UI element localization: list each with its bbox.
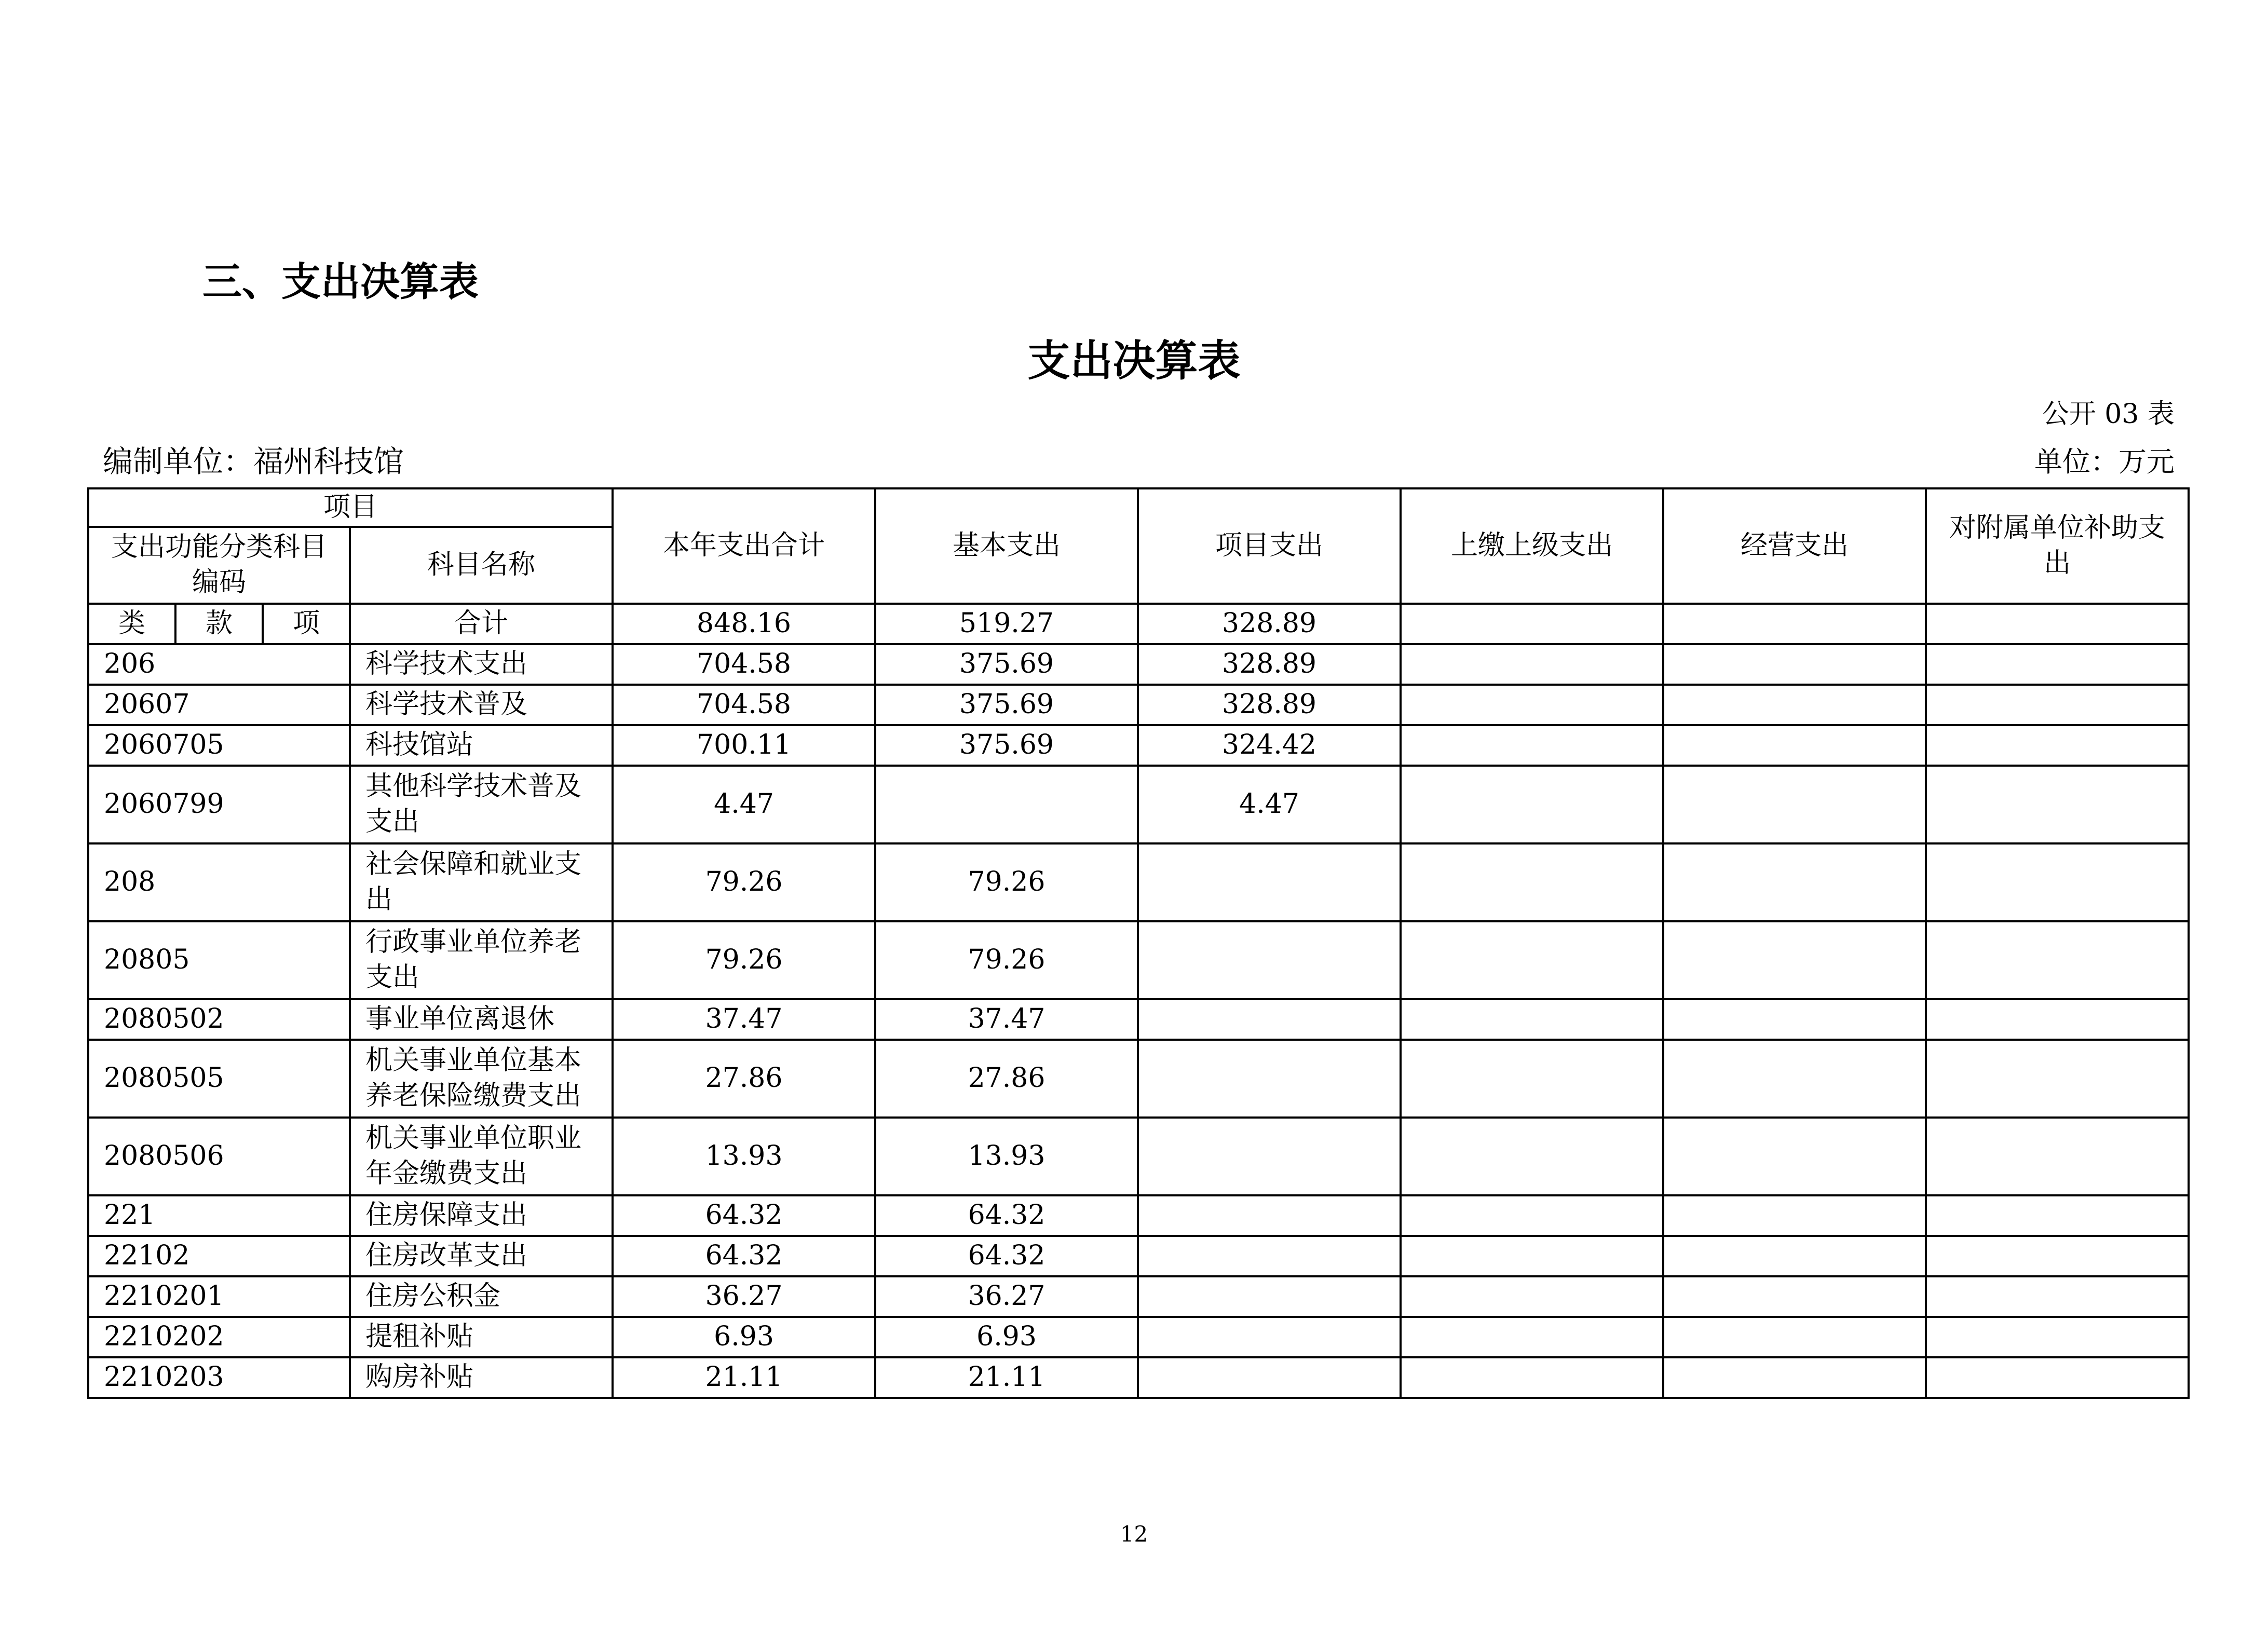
- summary-upper: [1401, 604, 1663, 644]
- row-subsidiary: [1926, 685, 2189, 725]
- page-number: 12: [1120, 1521, 1148, 1547]
- row-subsidiary: [1926, 1118, 2189, 1195]
- row-code: 2080502: [88, 999, 350, 1040]
- expenditure-table: [87, 487, 2190, 1399]
- row-upper: [1401, 644, 1663, 685]
- row-total: 37.47: [613, 999, 875, 1040]
- row-business: [1663, 685, 1926, 725]
- row-basic: 79.26: [875, 843, 1138, 921]
- row-business: [1663, 1195, 1926, 1236]
- row-total: 700.11: [613, 725, 875, 766]
- row-basic: 37.47: [875, 999, 1138, 1040]
- table-row: [88, 1236, 2189, 1276]
- row-subsidiary: [1926, 999, 2189, 1040]
- row-code: 2080505: [88, 1040, 350, 1118]
- header-basic: 基本支出: [875, 488, 1138, 604]
- row-total: 79.26: [613, 921, 875, 999]
- summary-row: [88, 604, 2189, 644]
- summary-project: 328.89: [1138, 604, 1401, 644]
- table-row: [88, 644, 2189, 685]
- row-total: 13.93: [613, 1118, 875, 1195]
- header-upper: 上缴上级支出: [1401, 488, 1663, 604]
- row-name: 社会保障和就业支出: [350, 843, 613, 921]
- row-total: 21.11: [613, 1357, 875, 1398]
- row-name: 科学技术普及: [350, 685, 613, 725]
- section-heading: 三、支出决算表: [202, 258, 479, 305]
- row-total: 4.47: [613, 766, 875, 843]
- row-name: 机关事业单位职业年金缴费支出: [350, 1118, 613, 1195]
- row-project: [1138, 1195, 1401, 1236]
- row-project: [1138, 999, 1401, 1040]
- row-code: 2210202: [88, 1317, 350, 1357]
- table-title: 支出决算表: [1027, 336, 1241, 386]
- row-subsidiary: [1926, 1357, 2189, 1398]
- row-upper: [1401, 685, 1663, 725]
- table-row: [88, 1040, 2189, 1118]
- table-row: [88, 1195, 2189, 1236]
- row-business: [1663, 921, 1926, 999]
- row-business: [1663, 1236, 1926, 1276]
- header-lei: 类: [88, 604, 175, 644]
- row-business: [1663, 999, 1926, 1040]
- row-code: 2210203: [88, 1357, 350, 1398]
- row-upper: [1401, 1317, 1663, 1357]
- header-subject-name: 科目名称: [350, 527, 613, 604]
- row-business: [1663, 1118, 1926, 1195]
- row-basic: 375.69: [875, 685, 1138, 725]
- row-total: 6.93: [613, 1317, 875, 1357]
- row-business: [1663, 1357, 1926, 1398]
- row-name: 住房改革支出: [350, 1236, 613, 1276]
- row-business: [1663, 843, 1926, 921]
- row-project: 328.89: [1138, 644, 1401, 685]
- row-name: 科学技术支出: [350, 644, 613, 685]
- row-upper: [1401, 1118, 1663, 1195]
- row-name: 住房公积金: [350, 1276, 613, 1317]
- row-upper: [1401, 921, 1663, 999]
- row-code: 206: [88, 644, 350, 685]
- row-upper: [1401, 725, 1663, 766]
- table-row: [88, 999, 2189, 1040]
- row-project: 4.47: [1138, 766, 1401, 843]
- row-name: 购房补贴: [350, 1357, 613, 1398]
- row-code: 20607: [88, 685, 350, 725]
- row-business: [1663, 766, 1926, 843]
- table-row: [88, 685, 2189, 725]
- row-basic: 36.27: [875, 1276, 1138, 1317]
- row-subsidiary: [1926, 644, 2189, 685]
- row-basic: 64.32: [875, 1195, 1138, 1236]
- row-upper: [1401, 766, 1663, 843]
- row-project: [1138, 1236, 1401, 1276]
- row-name: 提租补贴: [350, 1317, 613, 1357]
- header-row-1: [88, 488, 2189, 527]
- row-total: 79.26: [613, 843, 875, 921]
- row-name: 科技馆站: [350, 725, 613, 766]
- row-upper: [1401, 999, 1663, 1040]
- table-row: [88, 843, 2189, 921]
- row-subsidiary: [1926, 1040, 2189, 1118]
- row-name: 行政事业单位养老支出: [350, 921, 613, 999]
- header-business: 经营支出: [1663, 488, 1926, 604]
- row-upper: [1401, 1195, 1663, 1236]
- row-total: 27.86: [613, 1040, 875, 1118]
- row-basic: 27.86: [875, 1040, 1138, 1118]
- row-code: 2080506: [88, 1118, 350, 1195]
- table-row: [88, 725, 2189, 766]
- row-basic: 79.26: [875, 921, 1138, 999]
- summary-label: 合计: [350, 604, 613, 644]
- row-total: 704.58: [613, 644, 875, 685]
- row-code: 2210201: [88, 1276, 350, 1317]
- header-xiang: 项: [263, 604, 350, 644]
- header-project: 项目: [88, 488, 613, 527]
- header-project-expenditure: 项目支出: [1138, 488, 1401, 604]
- summary-business: [1663, 604, 1926, 644]
- row-code: 208: [88, 843, 350, 921]
- row-code: 2060799: [88, 766, 350, 843]
- row-business: [1663, 1317, 1926, 1357]
- row-project: 328.89: [1138, 685, 1401, 725]
- table-row: [88, 1276, 2189, 1317]
- row-subsidiary: [1926, 725, 2189, 766]
- row-total: 36.27: [613, 1276, 875, 1317]
- row-project: [1138, 1317, 1401, 1357]
- table-row: [88, 766, 2189, 843]
- row-name: 机关事业单位基本养老保险缴费支出: [350, 1040, 613, 1118]
- summary-subsidiary: [1926, 604, 2189, 644]
- row-subsidiary: [1926, 1317, 2189, 1357]
- row-basic: 6.93: [875, 1317, 1138, 1357]
- row-business: [1663, 1276, 1926, 1317]
- header-kuan: 款: [175, 604, 263, 644]
- row-project: [1138, 921, 1401, 999]
- row-project: [1138, 843, 1401, 921]
- header-code-group: 支出功能分类科目编码: [88, 527, 350, 604]
- row-subsidiary: [1926, 843, 2189, 921]
- row-basic: 13.93: [875, 1118, 1138, 1195]
- row-subsidiary: [1926, 1236, 2189, 1276]
- row-upper: [1401, 1040, 1663, 1118]
- row-project: [1138, 1118, 1401, 1195]
- row-subsidiary: [1926, 1195, 2189, 1236]
- unit-label: 单位：万元: [2034, 445, 2175, 478]
- row-business: [1663, 725, 1926, 766]
- row-subsidiary: [1926, 1276, 2189, 1317]
- row-project: [1138, 1040, 1401, 1118]
- row-name: 住房保障支出: [350, 1195, 613, 1236]
- row-name: 事业单位离退休: [350, 999, 613, 1040]
- row-subsidiary: [1926, 921, 2189, 999]
- row-basic: [875, 766, 1138, 843]
- row-project: 324.42: [1138, 725, 1401, 766]
- table-row: [88, 1118, 2189, 1195]
- row-name: 其他科学技术普及支出: [350, 766, 613, 843]
- row-basic: 375.69: [875, 725, 1138, 766]
- form-number: 公开 03 表: [2042, 399, 2175, 430]
- summary-basic: 519.27: [875, 604, 1138, 644]
- row-basic: 375.69: [875, 644, 1138, 685]
- row-subsidiary: [1926, 766, 2189, 843]
- row-business: [1663, 644, 1926, 685]
- row-code: 221: [88, 1195, 350, 1236]
- row-basic: 64.32: [875, 1236, 1138, 1276]
- row-project: [1138, 1276, 1401, 1317]
- row-project: [1138, 1357, 1401, 1398]
- table-row: [88, 1317, 2189, 1357]
- row-code: 2060705: [88, 725, 350, 766]
- row-upper: [1401, 1276, 1663, 1317]
- row-upper: [1401, 843, 1663, 921]
- row-basic: 21.11: [875, 1357, 1138, 1398]
- header-subsidiary: 对附属单位补助支出: [1926, 488, 2189, 604]
- row-total: 64.32: [613, 1236, 875, 1276]
- row-total: 704.58: [613, 685, 875, 725]
- organization-label: 编制单位：福州科技馆: [103, 444, 404, 479]
- row-upper: [1401, 1236, 1663, 1276]
- row-code: 22102: [88, 1236, 350, 1276]
- summary-total: 848.16: [613, 604, 875, 644]
- table-row: [88, 921, 2189, 999]
- row-business: [1663, 1040, 1926, 1118]
- header-total: 本年支出合计: [613, 488, 875, 604]
- row-total: 64.32: [613, 1195, 875, 1236]
- table-row: [88, 1357, 2189, 1398]
- row-code: 20805: [88, 921, 350, 999]
- row-upper: [1401, 1357, 1663, 1398]
